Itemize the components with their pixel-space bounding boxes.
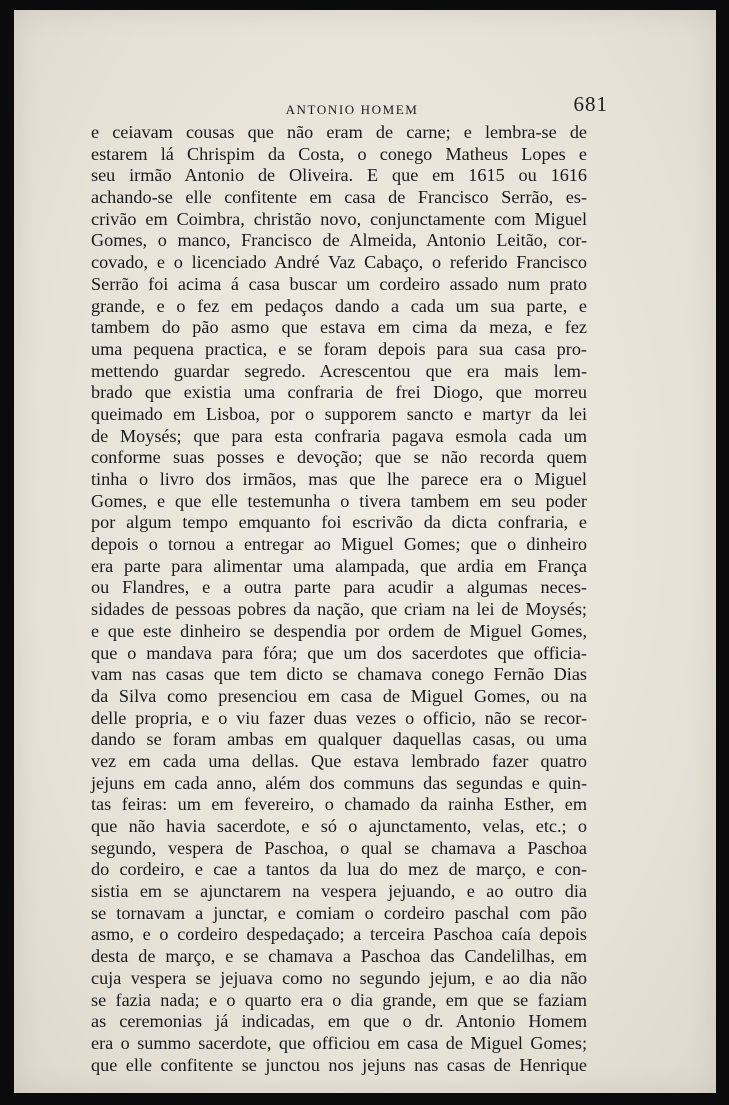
text-line: sistia em se ajunctarem na vespera jejuando, e ao outro dia	[91, 881, 587, 902]
text-line: jejuns em cada anno, além dos communs das segundas e quin-	[91, 772, 587, 793]
text-line: as ceremonias já indicadas, em que o dr. Antonio Homem	[91, 1011, 587, 1032]
text-line: estarem lá Chrispim da Costa, o conego Matheus Lopes e	[91, 143, 587, 164]
text-line: da Silva como presenciou em casa de Miguel Gomes, ou na	[91, 685, 587, 706]
text-line: era parte para alimentar uma alampada, que ardia em França	[91, 555, 587, 576]
text-line: asmo, e o cordeiro despedaçado; a terceira Paschoa caía depois	[91, 924, 587, 945]
text-line: seu irmão Antonio de Oliveira. E que em 1615 ou 1616	[91, 165, 587, 186]
text-line: achando-se elle confitente em casa de Francisco Serrão, es-	[91, 187, 587, 208]
text-line: era o summo sacerdote, que officiou em casa de Miguel Gomes;	[91, 1032, 587, 1053]
text-line: crivão em Coimbra, christão novo, conjunctamente com Miguel	[91, 208, 587, 229]
text-line: tinha o livro dos irmãos, mas que lhe parece era o Miguel	[91, 469, 587, 489]
running-head: ANTONIO HOMEM	[285, 102, 419, 117]
body-text	[91, 122, 587, 1076]
text-line: do cordeiro, e cae a tantos da lua do mez de março, e con-	[91, 859, 587, 880]
text-line: de Moysés; que para esta confraria pagava esmola cada um	[91, 425, 587, 446]
text-line: grande, e o fez em pedaços dando a cada um sua parte, e	[91, 295, 587, 316]
text-line: queimado em Lisboa, por o supporem sancto e martyr da lei	[91, 403, 587, 424]
text-line: segundo, vespera de Paschoa, o qual se chamava a Paschoa	[91, 837, 587, 858]
text-line: tambem do pão asmo que estava em cima da meza, e fez	[91, 317, 587, 338]
page-number: 681	[573, 92, 608, 116]
text-line: cuja vespera se jejuava como no segundo jejum, e ao dia não	[91, 967, 587, 988]
text-line: ou Flandres, e a outra parte para acudir a algumas neces-	[91, 577, 587, 598]
text-line: delle propria, e o viu fazer duas vezes o officio, não se recor-	[91, 707, 587, 728]
text-line: por algum tempo emquanto foi escrivão da dicta confraria, e	[91, 512, 587, 533]
text-line: se tornavam a junctar, e comiam o cordeiro paschal com pão	[91, 902, 587, 923]
text-line: se fazia nada; e o quarto era o dia grande, em que se faziam	[91, 989, 587, 1010]
text-line: e que este dinheiro se despendia por ordem de Miguel Gomes,	[91, 620, 587, 641]
text-line: depois o tornou a entregar ao Miguel Gomes; que o dinheiro	[91, 534, 587, 555]
text-line: sidades de pessoas pobres da nação, que criam na lei de Moysés;	[91, 599, 587, 620]
text-line: que elle confitente se junctou nos jejuns nas casas de Henrique	[91, 1054, 587, 1075]
text-line: tas feiras: um em fevereiro, o chamado da rainha Esther, em	[91, 794, 587, 815]
text-line: conforme suas posses e devoção; que se não recorda quem	[91, 447, 587, 468]
text-line: brado que existia uma confraria de frei Diogo, que morreu	[91, 382, 587, 403]
text-line: desta de março, e se chamava a Paschoa das Candelilhas, em	[91, 946, 587, 967]
text-line: vam nas casas que tem dicto se chamava conego Fernão Dias	[91, 664, 587, 685]
text-line: que o mandava para fóra; que um dos sacerdotes que officia-	[91, 642, 587, 663]
text-line: que não havia sacerdote, e só o ajunctamento, velas, etc.; o	[91, 816, 587, 836]
text-line: e ceiavam cousas que não eram de carne; e lembra-se de	[91, 122, 587, 142]
text-line: covado, e o licenciado André Vaz Cabaço, o referido Francisco	[91, 252, 587, 273]
text-line: mettendo guardar segredo. Acrescentou que era mais lem-	[91, 360, 587, 381]
page-header	[104, 92, 608, 126]
text-line: Gomes, e que elle testemunha o tivera tambem em seu poder	[91, 490, 587, 511]
text-line: dando se foram ambas em qualquer daquellas casas, ou uma	[91, 729, 587, 750]
text-line: Serrão foi acima á casa buscar um cordeiro assado num prato	[91, 273, 587, 294]
text-line: uma pequena practica, e se foram depois para sua casa pro-	[91, 338, 587, 359]
text-line: vez em cada uma dellas. Que estava lembrado fazer quatro	[91, 750, 587, 771]
text-line: Gomes, o manco, Francisco de Almeida, Antonio Leitão, cor-	[91, 230, 587, 251]
